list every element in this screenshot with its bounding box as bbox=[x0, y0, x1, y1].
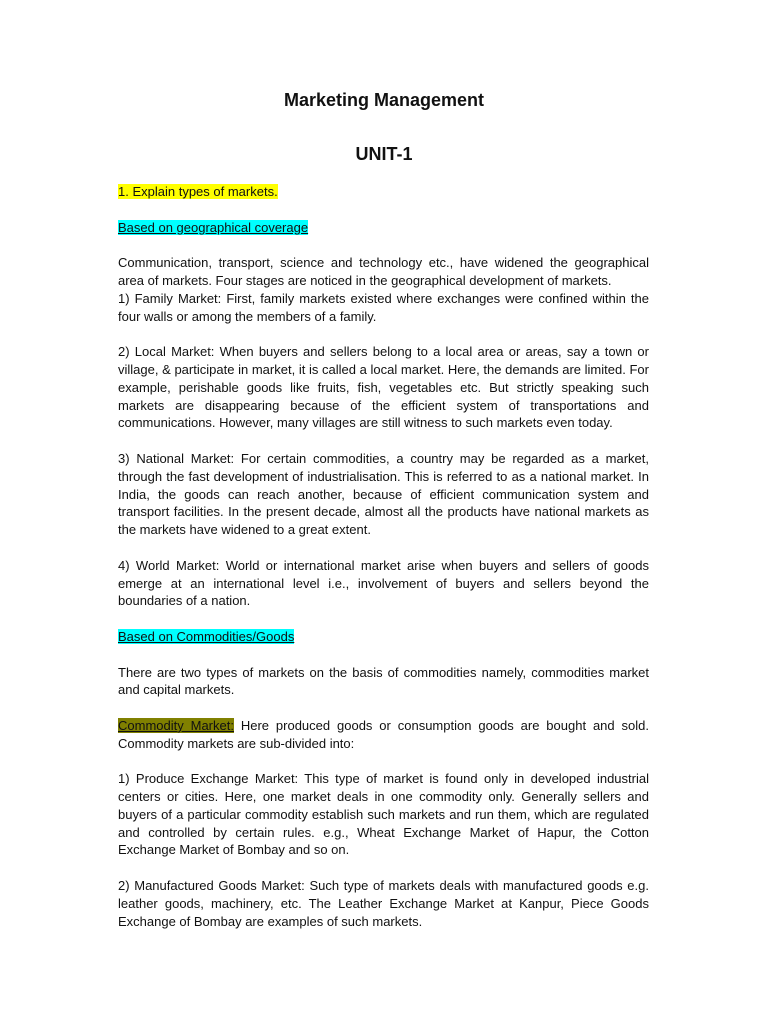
commodity-market-label: Commodity Market: bbox=[118, 717, 234, 733]
question-heading: 1. Explain types of markets. bbox=[118, 184, 278, 199]
unit-title: UNIT-1 bbox=[355, 144, 413, 164]
produce-exchange-paragraph: 1) Produce Exchange Market: This type of market is found only in developed industrial centers or cities. Here, one market deals in one commodity only. Generally sellers and buyers of a particular commodity establish such markets and run them, which are regulated and controlled by certain rules. e.g., Wheat Exchange Market of Hapur, the Cotton Exchange Market of Bombay and so on. bbox=[118, 771, 649, 858]
section-heading-geographical: Based on geographical coverage bbox=[118, 219, 309, 235]
national-market-paragraph: 3) National Market: For certain commodities, a country may be regarded as a market, through the fast development of industrialisation. This is referred to as a national market. In India, the goods can reach another, because of efficient communication system and transport facilities. In the present decade, almost all the products have national markets as the markets have widened to a great extent. bbox=[118, 450, 649, 538]
document-body bbox=[118, 183, 649, 948]
geo-intro-paragraph: Communication, transport, science and technology etc., have widened the geographical area of markets. Four stages are noticed in the geographical development of markets. bbox=[118, 255, 649, 288]
commodity-market-paragraph bbox=[118, 717, 649, 753]
world-market-paragraph: 4) World Market: World or international market arise when buyers and sellers of goods emerge at an international level i.e., involvement of buyers and sellers beyond the boundaries of a nation. bbox=[118, 557, 649, 609]
family-market-paragraph: 1) Family Market: First, family markets existed where exchanges were confined within the four walls or among the members of a family. bbox=[118, 290, 649, 324]
local-market-paragraph: 2) Local Market: When buyers and sellers belong to a local area or areas, say a town or village, & participate in market, it is called a local market. Here, the demands are limited. For example, perishable goods like fruits, fish, vegetables etc. But strictly speaking such markets are disappearing because of the efficient system of transportations and communications. However, many villages are still witness to such markets even today. bbox=[118, 344, 649, 431]
manufactured-goods-paragraph: 2) Manufactured Goods Market: Such type of markets deals with manufactured goods e.g. leather goods, machinery, etc. The Leather Exchange Market at Kanpur, Piece Goods Exchange of Bombay are examples of such markets. bbox=[118, 878, 649, 929]
commodities-intro-paragraph: There are two types of markets on the basis of commodities namely, commodities market and capital markets. bbox=[118, 664, 649, 698]
document-title: Marketing Management bbox=[283, 90, 485, 110]
commodity-market-text: Here produced goods or consumption goods are bought and sold. Commodity markets are sub-divided into: bbox=[118, 717, 649, 751]
section-heading-commodities: Based on Commodities/Goods bbox=[118, 628, 295, 644]
